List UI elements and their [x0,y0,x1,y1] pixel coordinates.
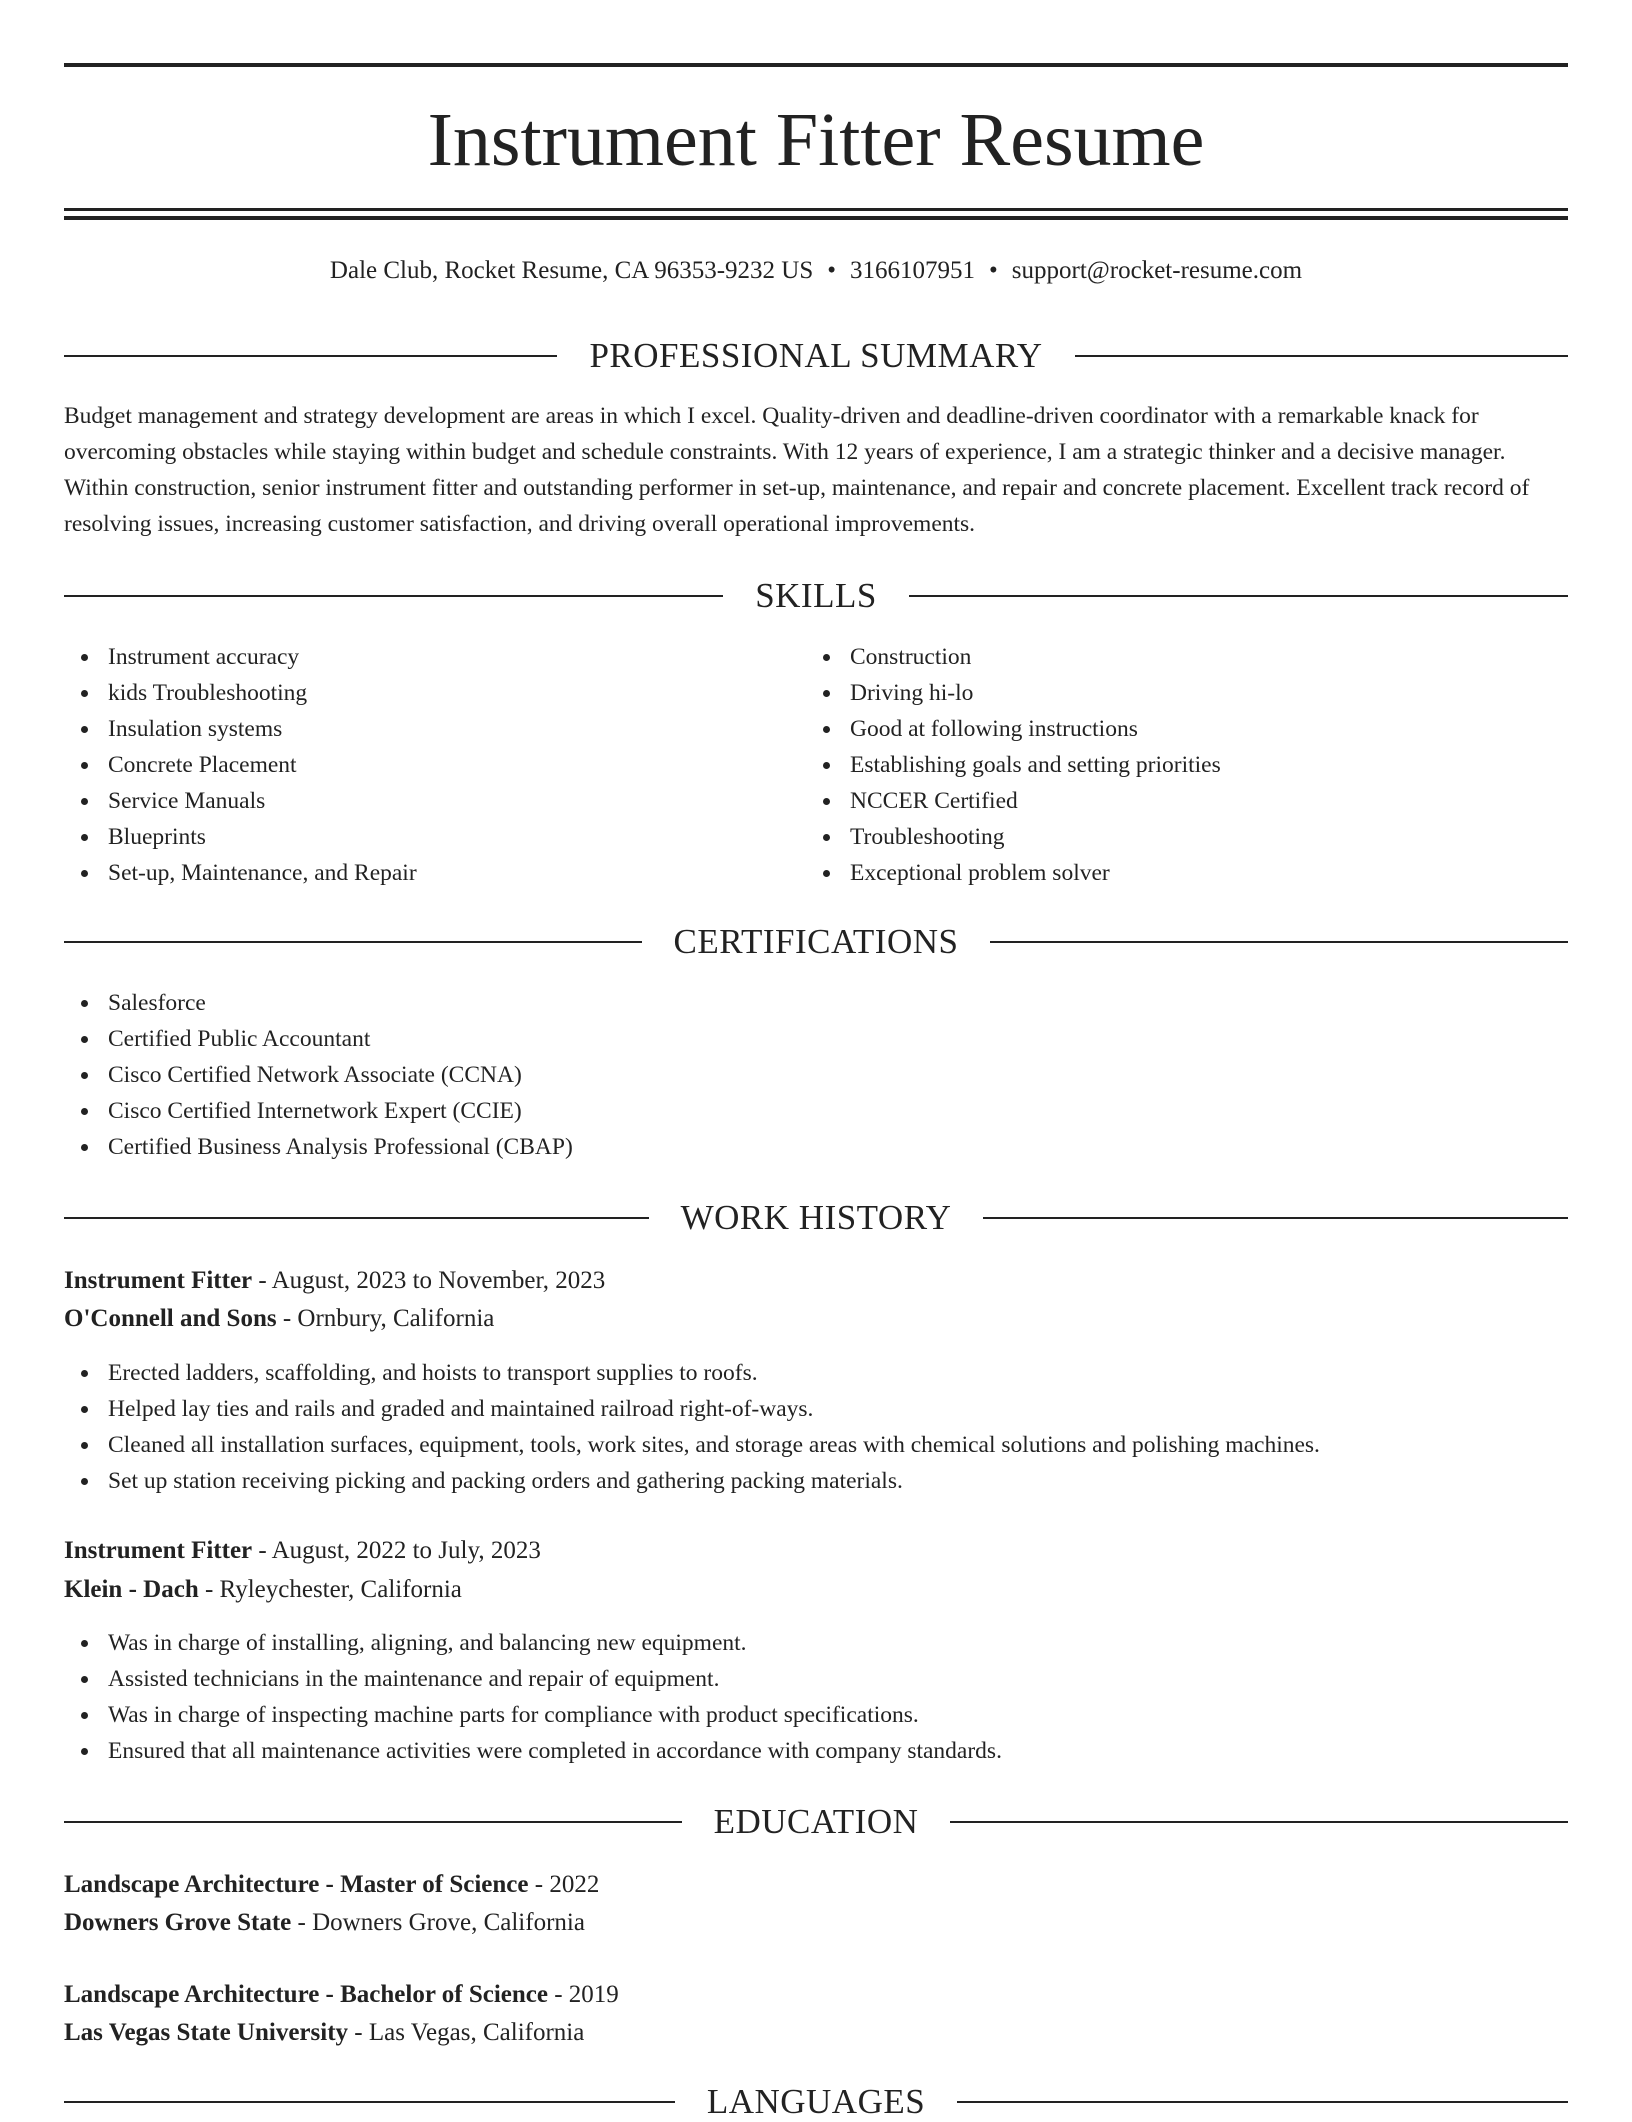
contact-address: Dale Club, Rocket Resume, CA 96353-9232 US [329,257,814,284]
job-duties [64,1355,1568,1499]
skill-item: Insulation systems [64,711,764,747]
job-duties-list [64,1355,1568,1499]
skills-list-left [64,639,764,891]
contact-email: support@rocket-resume.com [1011,257,1303,284]
job-location: Ryleychester, California [219,1576,462,1603]
contact-line [64,254,1568,288]
title-rule-thick [64,216,1568,220]
contact-separator: • [827,257,836,284]
job-title: Instrument Fitter [64,1267,253,1294]
heading-rule [909,595,1568,597]
heading-rule [990,941,1568,943]
section-title: EDUCATION [713,1802,919,1841]
education-year: 2022 [549,1871,600,1898]
skill-item: Construction [806,639,1506,675]
skill-item: NCCER Certified [806,783,1506,819]
certifications-block [64,985,1264,1165]
skill-item: Set-up, Maintenance, and Repair [64,855,764,891]
certification-item: Certified Business Analysis Professional (CBAP) [64,1129,1264,1165]
skill-item: Exceptional problem solver [806,855,1506,891]
job-dates: August, 2023 to November, 2023 [271,1267,606,1294]
skill-item: Good at following instructions [806,711,1506,747]
heading-rule [64,595,723,597]
section-heading-summary [64,336,1568,376]
summary-text: Budget management and strategy development are areas in which I excel. Quality-driven and deadline-driven coordinator with a remarkable knack for overcoming obstacles while staying within budget and schedule constraints. With 12 years of experience, I am a strategic thinker and a decisive manager. Within construction, senior instrument fitter and outstanding performer in set-up, maintenance, and repair and concrete placement. Excellent track record of resolving issues, increasing customer satisfaction, and driving overall operational improvements. [64,403,1530,537]
skill-item: kids Troubleshooting [64,675,764,711]
skill-item: Instrument accuracy [64,639,764,675]
education-location: Downers Grove, California [312,1909,585,1936]
certifications-list [64,985,1264,1165]
skill-item: Blueprints [64,819,764,855]
skill-item: Service Manuals [64,783,764,819]
job-duty-item: Set up station receiving picking and packing orders and gathering packing materials. [64,1463,1568,1499]
job-title-line: Instrument Fitter - August, 2023 to November, 2023 [64,1267,606,1294]
heading-rule [957,2101,1568,2103]
job-dates: August, 2022 to July, 2023 [271,1537,541,1564]
skill-item: Troubleshooting [806,819,1506,855]
job-company: Klein - Dach [64,1576,199,1603]
job-location: Ornbury, California [297,1305,495,1332]
job-duties [64,1625,1568,1769]
contact-phone: 3166107951 [850,257,975,284]
title-rule-thin [64,208,1568,211]
certification-item: Cisco Certified Network Associate (CCNA) [64,1057,1264,1093]
education-school: Downers Grove State [64,1909,292,1936]
section-title: WORK HISTORY [680,1198,952,1237]
education-school-line: Las Vegas State University - Las Vegas, California [64,2019,585,2046]
job-company: O'Connell and Sons [64,1305,277,1332]
section-heading-education [64,1802,1568,1842]
skills-list-right [806,639,1506,891]
education-degree-line: Landscape Architecture - Master of Science - 2022 [64,1871,600,1898]
job-title-line: Instrument Fitter - August, 2022 to July, 2023 [64,1537,541,1564]
heading-rule [64,1821,682,1823]
skills-column-left [64,639,764,891]
certification-item: Salesforce [64,985,1264,1021]
job-duty-item: Ensured that all maintenance activities were completed in accordance with company standards. [64,1733,1568,1769]
section-title: LANGUAGES [706,2082,926,2121]
heading-rule [950,1821,1568,1823]
skill-item: Concrete Placement [64,747,764,783]
heading-rule [64,1217,649,1219]
education-school-line: Downers Grove State - Downers Grove, California [64,1909,585,1936]
education-school: Las Vegas State University [64,2019,349,2046]
top-rule [64,63,1568,67]
heading-rule [1075,355,1568,357]
skills-column-right [806,639,1506,891]
job-title: Instrument Fitter [64,1537,253,1564]
job-duty-item: Was in charge of installing, aligning, and balancing new equipment. [64,1625,1568,1661]
heading-rule [983,1217,1568,1219]
section-heading-work [64,1198,1568,1238]
job-duty-item: Helped lay ties and rails and graded and maintained railroad right-of-ways. [64,1391,1568,1427]
job-duties-list [64,1625,1568,1769]
education-degree: Landscape Architecture - Master of Science [64,1871,529,1898]
resume-title: Instrument Fitter Resume [427,98,1205,182]
job-duty-item: Assisted technicians in the maintenance and repair of equipment. [64,1661,1568,1697]
education-degree-line: Landscape Architecture - Bachelor of Science - 2019 [64,1981,619,2008]
job-duty-item: Was in charge of inspecting machine parts for compliance with product specifications. [64,1697,1568,1733]
job-company-line: Klein - Dach - Ryleychester, California [64,1576,462,1603]
section-title: PROFESSIONAL SUMMARY [589,336,1043,375]
section-heading-languages [64,2082,1568,2122]
education-location: Las Vegas, California [368,2019,585,2046]
heading-rule [64,2101,675,2103]
section-title: CERTIFICATIONS [673,922,959,961]
section-title: SKILLS [755,576,877,615]
job-duty-item: Erected ladders, scaffolding, and hoists to transport supplies to roofs. [64,1355,1568,1391]
heading-rule [64,941,642,943]
education-degree: Landscape Architecture - Bachelor of Science [64,1981,548,2008]
section-heading-skills [64,576,1568,616]
certification-item: Cisco Certified Internetwork Expert (CCIE) [64,1093,1264,1129]
contact-separator: • [989,257,998,284]
job-company-line: O'Connell and Sons - Ornbury, California [64,1305,495,1332]
certification-item: Certified Public Accountant [64,1021,1264,1057]
education-year: 2019 [568,1981,619,2008]
skill-item: Driving hi-lo [806,675,1506,711]
skill-item: Establishing goals and setting priorities [806,747,1506,783]
job-duty-item: Cleaned all installation surfaces, equipment, tools, work sites, and storage areas with chemical solutions and polishing machines. [64,1427,1568,1463]
section-heading-certifications [64,922,1568,962]
heading-rule [64,355,557,357]
